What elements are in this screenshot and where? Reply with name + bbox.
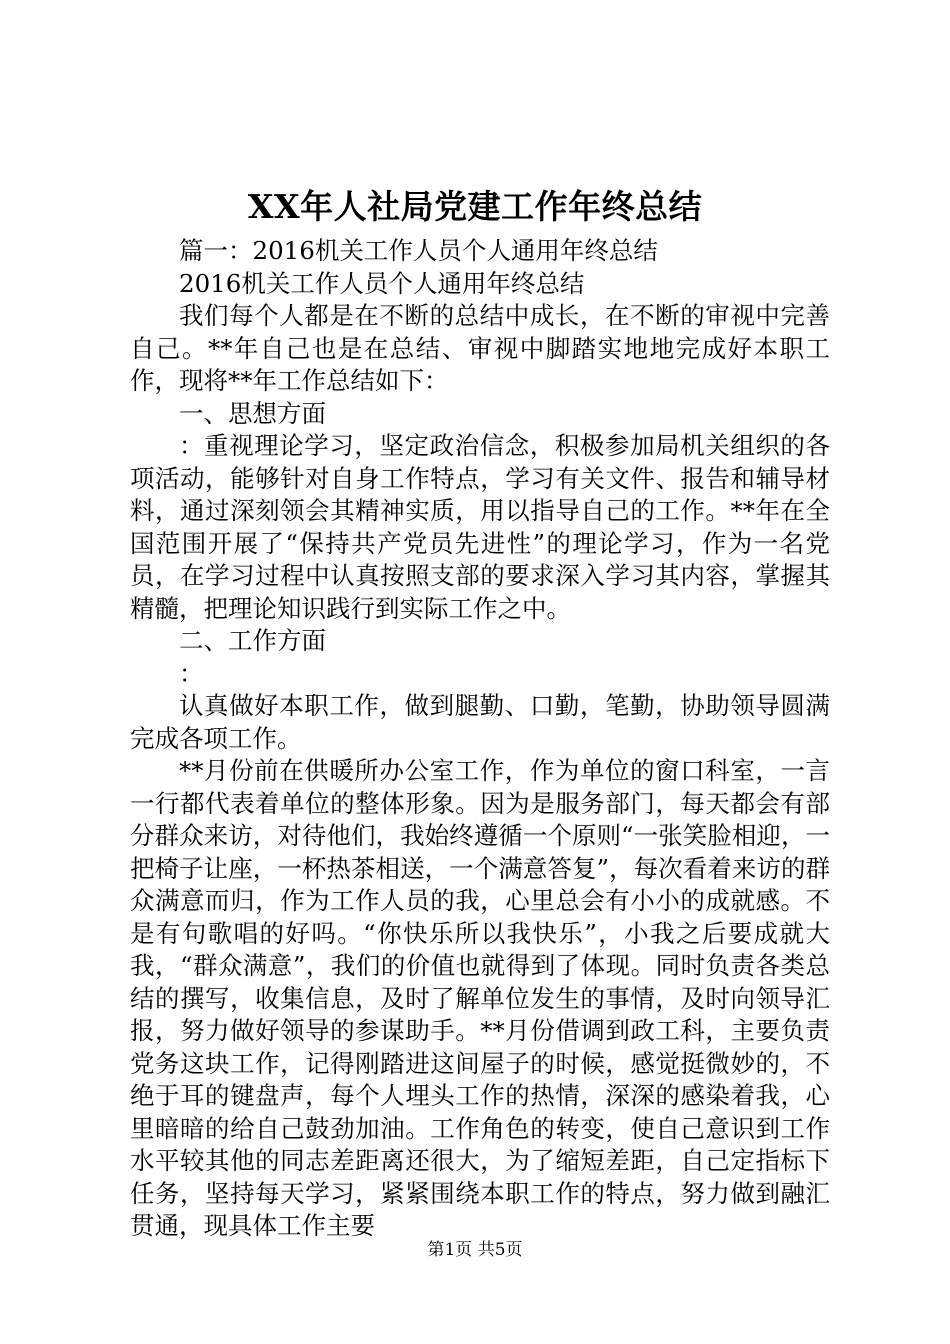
section-heading-work: 二、工作方面 — [179, 626, 326, 655]
page-footer: 第1页 共5页 — [427, 1240, 523, 1260]
paragraph-intro: 我们每个人都是在不断的总结中成长，在不断的审视中完善自己。**年自己也是在总结、审视中脚踏实地地完成好本职工作，现将**年工作总结如下： — [130, 301, 830, 395]
document-title: XX年人社局党建工作年终总结 — [247, 187, 703, 226]
paragraph-duty: 认真做好本职工作，做到腿勤、口勤，笔勤，协助领导圆满完成各项工作。 — [130, 691, 830, 753]
document-body — [130, 235, 830, 1243]
paragraph-subtitle: 篇一：2016机关工作人员个人通用年终总结 — [179, 236, 658, 265]
paragraph-thought: ：重视理论学习，坚定政治信念，积极参加局机关组织的各项活动，能够针对自身工作特点，学习有关文件、报告和辅导材料，通过深刻领会其精神实质，用以指导自己的工作。**年在全国范围开展了“保持共产党员先进性”的理论学习，作为一名党员，在学习过程中认真按照支部的要求深入学习其内容，掌握其精髓，把理论知识践行到实际工作之中。 — [130, 431, 830, 623]
section-heading-thought: 一、思想方面 — [179, 398, 326, 428]
paragraph-heading: 2016机关工作人员个人通用年终总结 — [179, 268, 585, 298]
paragraph-work-detail: **月份前在供暖所办公室工作，作为单位的窗口科室，一言一行都代表着单位的整体形象。因为是服务部门，每天都会有部分群众来访，对待他们，我始终遵循一个原则“一张笑脸相迎，一把椅子让座，一杯热茶相送，一个满意答复”，每次看着来访的群众满意而归，作为工作人员的我，心里总会有小小的成就感。不是有句歌唱的好吗。“你快乐所以我快乐”，小我之后要成就大我，“群众满意”，我们的价值也就得到了体现。同时负责各类总结的撰写，收集信息，及时了解单位发生的事情，及时向领导汇报，努力做好领导的参谋助手。**月份借调到政工科，主要负责党务这块工作，记得刚踏进这间屋子的时候，感觉挺微妙的，不绝于耳的键盘声，每个人埋头工作的热情，深深的感染着我，心里暗暗的给自己鼓劲加油。工作角色的转变，使自己意识到工作水平较其他的同志差距离还很大，为了缩短差距，自己定指标下任务，坚持每天学习，紧紧围绕本职工作的特点，努力做到融汇贯通，现具体工作主要 — [130, 756, 830, 1240]
paragraph-colon: ： — [179, 658, 204, 688]
